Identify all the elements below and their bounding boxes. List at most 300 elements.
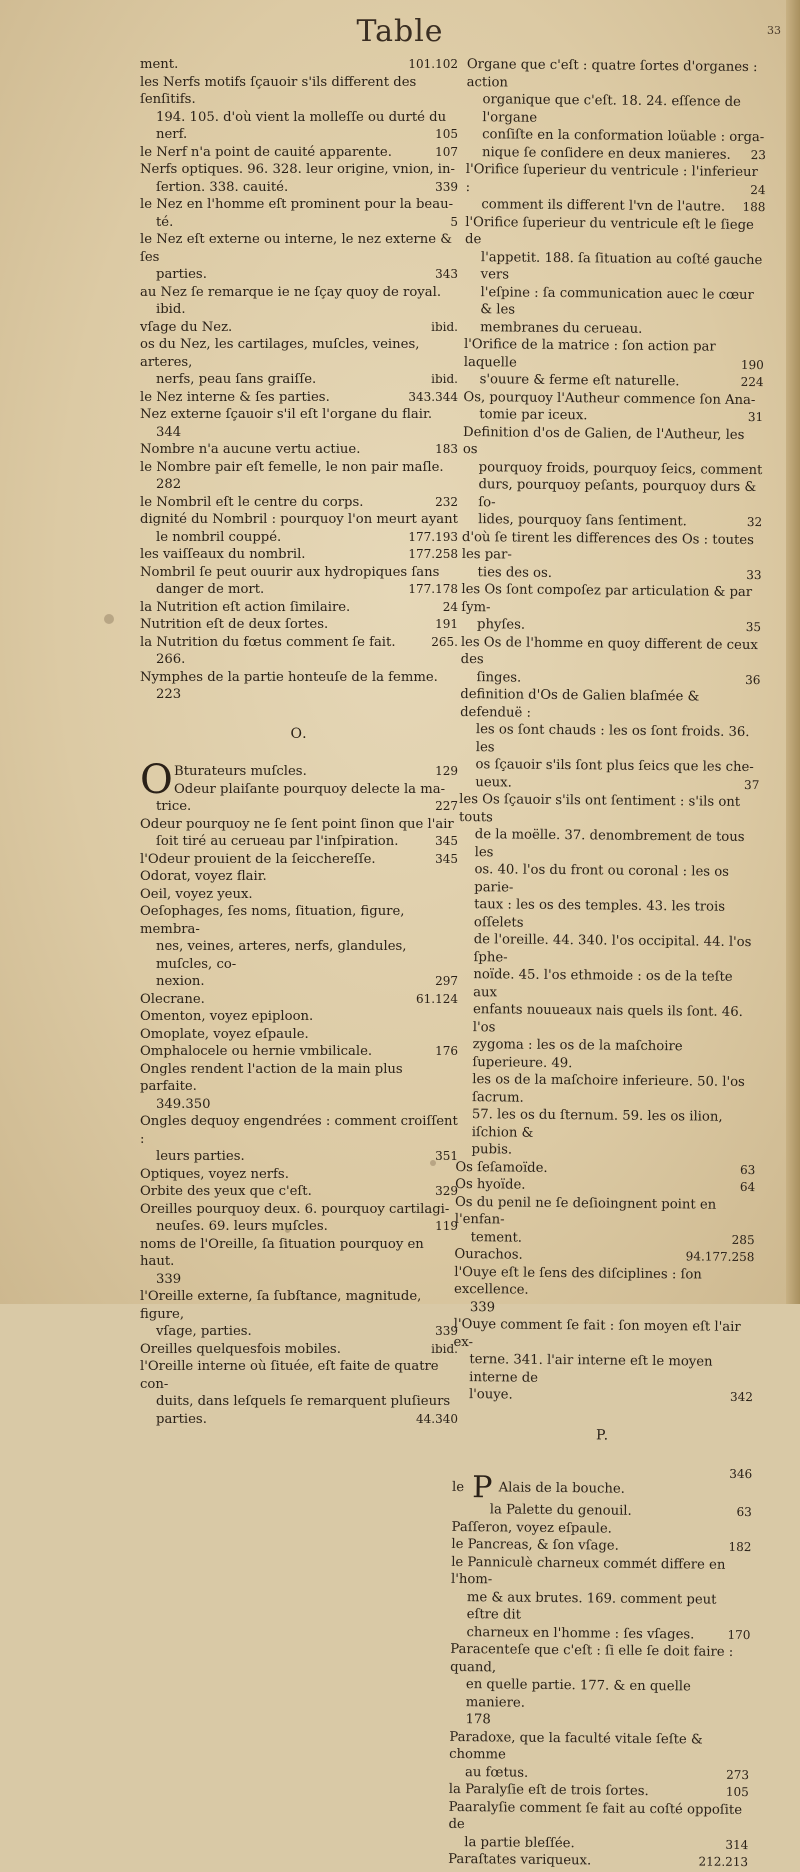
entry-text: nes, veines, arteres, nerfs, glandules, muſcles, co- (156, 939, 407, 972)
dropcap-letter: P (472, 1470, 493, 1506)
entry-text: de la moëlle. 37. denombrement de tous les (474, 827, 745, 860)
index-entry (140, 868, 458, 886)
entry-page-ref: 37 (744, 777, 760, 792)
entry-page-ref: 177.258 (408, 547, 458, 561)
index-entry (449, 1728, 749, 1766)
index-entry (140, 651, 458, 669)
index-entry (455, 1193, 755, 1231)
entry-text: leurs parties. (156, 1149, 245, 1164)
entry-prefix: le (451, 1479, 465, 1496)
right-column (448, 56, 767, 1872)
index-entry (457, 966, 757, 1004)
index-entry (458, 861, 758, 899)
entry-page-ref: 176 (435, 1044, 458, 1058)
index-entry (140, 424, 458, 442)
index-entry (458, 896, 758, 934)
entry-page-ref: 170 (727, 1627, 751, 1642)
entry-text: neuſes. 69. leurs muſcles. (156, 1219, 328, 1234)
index-entry (140, 1113, 458, 1148)
entry-page-ref: 61.124 (416, 991, 458, 1006)
entry-text: d'où ſe tirent les differences des Os : toutes les par- (461, 529, 754, 563)
entry-text: l'Odeur prouient de la ſeicchereſſe. (140, 851, 376, 867)
index-entry (140, 179, 458, 197)
entry-text: Nymphes de la partie honteuſe de la femme. (140, 669, 438, 685)
entry-page-ref: ibid. (431, 319, 458, 334)
index-entry (140, 991, 458, 1009)
index-entry (140, 798, 458, 816)
index-entry (140, 284, 458, 302)
entry-text: 194. 105. d'où vient la molleſſe ou durté du (156, 109, 447, 125)
entry-text: Alais de la bouche. (498, 1480, 625, 1497)
entry-text: vſage, parties. (156, 1324, 252, 1339)
section-heading-p: P. (595, 1426, 610, 1444)
entry-text: os. 40. l'os du front ou coronal : les os parie- (474, 862, 730, 896)
index-entry (140, 546, 458, 564)
index-entry (140, 581, 458, 599)
entry-text: la Paralyſie eſt de trois ſortes. (448, 1781, 649, 1799)
entry-text: Omenton, voyez epiploon. (140, 1009, 314, 1024)
index-entry (140, 616, 458, 634)
entry-text: Paraſtates variqueux. (448, 1851, 592, 1869)
index-entry (464, 283, 764, 321)
entry-text: Ourachos. (454, 1246, 523, 1263)
entry-text: 349.350 (156, 1096, 211, 1112)
page-number: 33 (767, 24, 781, 37)
entry-text: té. (156, 214, 174, 230)
index-entry (140, 1341, 458, 1359)
index-entry (140, 214, 458, 232)
entry-text: Paſſeron, voyez eſpaule. (451, 1519, 612, 1537)
entry-text: le Nombre pair eſt femelle, le non pair maſle. (140, 459, 444, 475)
entry-text: 57. les os du ſternum. 59. les os ilion, iſchion & (471, 1107, 723, 1141)
entry-text: Os, pourquoy l'Autheur commence ſon Ana- (463, 389, 756, 408)
index-entry (140, 336, 458, 371)
entry-text: Odorat, voyez flair. (140, 869, 267, 884)
entry-text: Omoplate, voyez eſpaule. (140, 1026, 309, 1042)
entry-page-ref: 351 (435, 1149, 458, 1163)
index-entry (140, 1166, 458, 1184)
entry-text: Paradoxe, que la faculté vitale ſeſte & chomme (449, 1729, 703, 1763)
entry-page-ref: 224 (740, 374, 764, 390)
entry-text: Nutrition eſt de deux ſortes. (140, 617, 329, 632)
entry-text: Optiques, voyez nerfs. (140, 1166, 289, 1182)
entry-text: le Nerf n'a point de cauité apparente. (140, 144, 392, 160)
running-head: Table (356, 14, 444, 49)
index-entry (140, 599, 458, 617)
index-entry (140, 126, 458, 144)
entry-page-ref: 5 (450, 214, 458, 229)
entry-text: pubis. (471, 1142, 513, 1158)
index-entry (140, 816, 458, 834)
entry-text: ſoit tiré au cerueau par l'inſpiration. (156, 834, 399, 849)
entry-text: noms de l'Oreille, ſa ſituation pourquoy en haut. (140, 1236, 424, 1269)
entry-page-ref: 44.340 (416, 1411, 458, 1426)
index-entry (140, 1411, 458, 1429)
entry-text: les Os ſont compoſez par articulation & par ſym- (461, 581, 753, 615)
entry-page-ref: 64 (739, 1179, 756, 1195)
entry-text: tement. (470, 1229, 523, 1246)
entry-text: la Palette du genouil. (489, 1502, 632, 1519)
entry-text: le Nombril eſt le centre du corps. (140, 494, 364, 510)
entry-text: definition d'Os de Galien blaſmée & defenduë : (460, 686, 700, 721)
entry-text: Oeil, voyez yeux. (140, 886, 253, 902)
entry-text: enfants nouueaux nais quels ils ſont. 46. l'os (472, 1002, 743, 1035)
entry-text: Definition d'os de Galien, de l'Autheur, les os (462, 424, 745, 458)
foxing-spot (104, 614, 114, 624)
entry-text: 339 (156, 1271, 182, 1287)
entry-text: Paaralyſie comment ſe fait au coſté oppoſite de (448, 1799, 743, 1833)
entry-page-ref: 94.177.258 (685, 1249, 755, 1265)
entry-text: os du Nez, les cartilages, muſcles, veines, arteres, (140, 337, 420, 370)
entry-text: phyſes. (476, 617, 526, 633)
entry-page-ref: 36 (745, 672, 761, 687)
left-entries-bottom (140, 816, 458, 1429)
index-entry (140, 441, 458, 459)
entry-page-ref: 345 (435, 851, 458, 866)
entry-text: membranes du cerueau. (480, 319, 643, 337)
index-entry (463, 423, 763, 461)
entry-text: les Os de l'homme en quoy different de ceux des (460, 634, 758, 668)
entry-text: 223 (156, 687, 182, 702)
entry-text: Oreilles pourquoy deux. 6. pourquoy cartilagi- (140, 1201, 450, 1217)
entry-text: Olecrane. (140, 991, 205, 1007)
left-column (140, 56, 458, 1428)
entry-page-ref: 63 (740, 1162, 756, 1177)
entry-text: vſage du Nez. (140, 319, 233, 335)
entry-text: l'Ouye eſt le ſens des diſciplines : ſon excellence. (454, 1264, 702, 1298)
entry-text: Odeur pourquoy ne ſe ſent point ſinon que l'air (140, 816, 454, 832)
entry-text: le Nez eſt externe ou interne, le nez externe & ſes (140, 232, 452, 265)
entry-page-ref: 23 (750, 147, 767, 162)
index-entry (454, 1263, 754, 1301)
entry-page-ref: 346 (729, 1466, 753, 1482)
entry-text: duits, dans leſquels ſe remarquent pluſieurs (156, 1394, 451, 1409)
entry-text: conſiſte en la conformation loüable : orga- (482, 127, 765, 146)
entry-page-ref: 343 (435, 267, 458, 281)
entry-text: Omphalocele ou hernie vmbilicale. (140, 1044, 373, 1059)
index-entry (140, 938, 458, 973)
entry-text: ſertion. 338. cauité. (156, 179, 289, 195)
entry-page-ref: ibid. (431, 1341, 458, 1356)
entry-text: dignité du Nombril : pourquoy l'on meurt ayant (140, 512, 458, 527)
entry-text: Ongles dequoy engendrées : comment croiſſent : (140, 1114, 458, 1147)
index-entry (461, 633, 761, 671)
index-entry (462, 528, 762, 566)
index-entry (140, 406, 458, 424)
entry-text: en quelle partie. 177. & en quelle maniere. (465, 1677, 691, 1711)
entry-page-ref: 297 (435, 974, 458, 988)
entry-page-ref: 182 (728, 1539, 752, 1555)
entry-text: l'ouye. (468, 1387, 513, 1403)
entry-page-ref: 273 (726, 1767, 750, 1782)
entry-text: me & aux brutes. 169. comment peut eſtre dit (466, 1589, 717, 1623)
index-entry (456, 1071, 756, 1109)
index-entry (456, 1036, 756, 1074)
entry-text: le Pancreas, & ſon vſage. (451, 1536, 619, 1554)
entry-text: 178 (465, 1712, 491, 1728)
index-entry (140, 1026, 458, 1044)
index-entry (140, 459, 458, 477)
entry-text: danger de mort. (156, 582, 265, 597)
left-entries-top (140, 56, 458, 704)
index-entry (466, 91, 766, 129)
entry-text: parties. (156, 267, 207, 282)
index-entry (140, 371, 458, 389)
index-entry (140, 231, 458, 266)
index-entry (465, 213, 765, 251)
index-entry (140, 56, 458, 74)
entry-page-ref: 343.344 (408, 389, 458, 404)
entry-text: la partie bleſſée. (464, 1834, 575, 1851)
entry-page-ref: 191 (435, 617, 458, 631)
entry-text: noïde. 45. l'os ethmoide : os de la teſte aux (473, 967, 733, 1000)
entry-text: Nez externe ſçauoir s'il eſt l'organe du flair. (140, 407, 433, 422)
index-entry (140, 1393, 458, 1411)
entry-text: ſinges. (476, 669, 522, 686)
dropcap-letter: O (140, 757, 173, 803)
entry-text: de l'oreille. 44. 340. l'os occipital. 44. l'os ſphe- (473, 932, 752, 965)
entry-page-ref: 105 (435, 127, 458, 141)
entry-text: l'Oreille interne où ſituée, eſt faite de quatre con- (140, 1359, 439, 1392)
index-entry (451, 1588, 751, 1626)
entry-text: Oreilles quelquesfois mobiles. (140, 1341, 341, 1357)
entry-text: Nombre n'a aucune vertu actiue. (140, 442, 361, 457)
entry-text: le Nez interne & ſes parties. (140, 389, 330, 405)
entry-page-ref: 342 (729, 1389, 754, 1405)
index-entry (140, 196, 458, 214)
entry-page-ref: 33 (746, 567, 762, 582)
index-entry (462, 476, 762, 514)
index-entry (465, 248, 765, 286)
index-entry (140, 634, 458, 652)
entry-text: au fœtus. (464, 1764, 529, 1781)
dropcap-entry-o (140, 757, 458, 803)
entry-text: 344 (156, 424, 182, 440)
page-edge (786, 0, 800, 1304)
entry-text: s'ouure & ferme eſt naturelle. (479, 372, 680, 390)
entry-page-ref: 63 (736, 1504, 752, 1520)
entry-text: Nombril ſe peut ouurir aux hydropiques ſans (140, 564, 440, 580)
entry-text: 339 (469, 1299, 496, 1315)
entry-page-ref: 183 (435, 442, 458, 456)
index-entry (457, 931, 757, 969)
foxing-spot (430, 1160, 436, 1166)
entry-text: les vaiſſeaux du nombril. (140, 547, 306, 562)
entry-text: durs, pourquoy peſants, pourquoy durs & ſo- (478, 477, 757, 510)
entry-text: Os hyoïde. (455, 1176, 526, 1193)
index-entry (448, 1798, 748, 1836)
entry-text: nerfs, peau ſans graiſſe. (156, 372, 317, 387)
entry-page-ref: 314 (725, 1837, 749, 1852)
entry-text: Orbite des yeux que c'eſt. (140, 1184, 312, 1199)
entry-text: le nombril couppé. (156, 529, 282, 545)
entry-page-ref: 101.102 (408, 57, 458, 71)
index-entry (140, 1148, 458, 1166)
entry-page-ref: 329 (435, 1184, 458, 1198)
entry-text: au Nez ſe remarque ie ne ſçay quoy de royal. (140, 284, 442, 300)
entry-page-ref: 265. (431, 634, 458, 649)
index-entry (174, 781, 458, 799)
index-entry (140, 1008, 458, 1026)
foxing-spot (285, 1228, 290, 1233)
entry-text: la Nutrition du fœtus comment ſe fait. (140, 634, 396, 650)
entry-text: les os de la maſchoire inferieure. 50. l'os ſacrum. (472, 1072, 745, 1106)
entry-text: Ongles rendent l'action de la main plus parfaite. (140, 1061, 403, 1094)
index-entry (140, 1358, 458, 1393)
index-entry (140, 1323, 458, 1341)
index-entry (140, 109, 458, 127)
entry-page-ref: 35 (745, 619, 762, 635)
entry-text: ment. (140, 57, 179, 72)
entry-page-ref: 24 (750, 182, 766, 197)
index-entry (140, 833, 458, 851)
index-entry (140, 1043, 458, 1061)
entry-text: ties des os. (477, 564, 553, 581)
entry-text: taux : les os des temples. 43. les trois oſſelets (473, 897, 726, 931)
index-entry (459, 791, 759, 829)
entry-text: Nerfs optiques. 96. 328. leur origine, vnion, in- (140, 162, 455, 177)
index-entry (140, 74, 458, 109)
index-entry (140, 389, 458, 407)
index-entry (448, 1851, 748, 1872)
entry-text: charneux en l'homme : ſes vſages. (466, 1624, 695, 1642)
index-entry (140, 529, 458, 547)
index-entry (457, 1001, 757, 1039)
index-entry (460, 721, 760, 759)
index-entry (140, 851, 458, 869)
entry-text: Odeur plaiſante pourquoy delecte la ma- (174, 781, 446, 797)
entry-text: 266. (156, 652, 186, 667)
entry-page-ref: 177.193 (408, 529, 458, 544)
entry-text: la Nutrition eſt action ſimilaire. (140, 599, 351, 615)
entry-text: nexion. (156, 974, 205, 989)
entry-text: comment ils different l'vn de l'autre. (481, 197, 726, 215)
index-entry (140, 973, 458, 991)
entry-page-ref: 105 (725, 1784, 749, 1800)
entry-page-ref: 212.213 (698, 1854, 749, 1870)
index-entry (140, 266, 458, 284)
right-entries-bottom (448, 1518, 752, 1871)
index-entry (452, 1463, 752, 1504)
entry-page-ref: 107 (435, 144, 458, 159)
entry-page-ref: 177.178 (408, 582, 458, 596)
entry-text: terne. 341. l'air interne eſt le moyen interne de (469, 1352, 713, 1386)
index-entry (453, 1386, 753, 1407)
entry-page-ref: 129 (435, 764, 458, 778)
entry-text: pourquoy froids, pourquoy ſeics, comment (478, 459, 763, 478)
entry-text: Paracenteſe que c'eſt : ſi elle ſe doit faire : quand, (450, 1641, 734, 1675)
index-entry (466, 161, 766, 199)
index-entry (460, 686, 760, 724)
entry-text: les Os ſçauoir s'ils ont ſentiment : s'ils ont touts (458, 791, 741, 825)
index-entry (456, 1106, 756, 1144)
index-entry (140, 319, 458, 337)
index-entry (140, 1236, 458, 1271)
index-entry (140, 1096, 458, 1114)
entry-page-ref: 339 (435, 179, 458, 194)
index-entry (140, 476, 458, 494)
entry-text: ibid. (156, 302, 186, 317)
index-entry (140, 686, 458, 704)
entry-text: trice. (156, 799, 192, 814)
entry-text: les Nerfs motifs ſçauoir s'ils different des ſenſitifs. (140, 74, 417, 107)
entry-text: l'Orifice de la matrice : ſon action par laquelle (463, 336, 716, 371)
entry-text: lides, pourquoy ſans ſentiment. (478, 512, 687, 530)
index-entry (140, 564, 458, 582)
entry-text: os ſçauoir s'ils ſont plus ſeics que les che- (475, 757, 754, 776)
entry-page-ref: 24 (442, 599, 458, 614)
index-entry (140, 1061, 458, 1096)
index-entry (140, 669, 458, 687)
entry-text: l'Orifice ſuperieur du ventricule eſt le ſiege de (464, 214, 754, 248)
right-entries-top (453, 56, 767, 1407)
entry-page-ref: 31 (747, 409, 764, 425)
entry-page-ref: 285 (731, 1232, 755, 1247)
entry-text: Os du penil ne ſe deſioingnent point en l'enfan- (454, 1194, 717, 1228)
entry-text: le Panniculè charneux commét differe en l'hom- (450, 1554, 726, 1588)
entry-text: organique que c'eſt. 18. 24. eſſence de l'organe (482, 92, 741, 126)
entry-page-ref: 339 (435, 1324, 458, 1338)
entry-text: zygoma : les os de la maſchoire ſuperieure. 49. (472, 1037, 683, 1071)
entry-page-ref: 190 (740, 357, 764, 372)
entry-text: ueux. (475, 774, 512, 791)
index-entry (140, 1201, 458, 1219)
entry-page-ref: ibid. (431, 372, 458, 386)
index-entry (140, 886, 458, 904)
index-entry (467, 56, 767, 94)
entry-text: Os ſeſamoïde. (455, 1159, 548, 1176)
index-entry (140, 511, 458, 529)
entry-page-ref: 345 (435, 834, 458, 848)
entry-text: l'Oreille externe, ſa ſubſtance, magnitude, figure, (140, 1289, 422, 1322)
index-entry (140, 1288, 458, 1323)
entry-text: l'Orifice ſuperieur du ventricule : l'inferieur : (465, 161, 758, 195)
index-entry (453, 1351, 753, 1389)
entry-text: nique ſe conſidere en deux manieres. (481, 144, 731, 163)
entry-text: 282 (156, 477, 182, 492)
index-entry (140, 1218, 458, 1236)
entry-text: parties. (156, 1411, 207, 1427)
entry-text: l'appetit. 188. ſa ſituation au coſté gauche vers (480, 249, 763, 283)
section-heading-o: O. (290, 725, 308, 742)
entry-text: nerf. (156, 127, 188, 142)
index-entry (450, 1641, 750, 1679)
index-entry (140, 144, 458, 162)
entry-text: Oeſophages, ſes noms, ſituation, figure, membra- (140, 904, 405, 937)
index-entry (461, 581, 761, 619)
entry-page-ref: 32 (746, 514, 763, 530)
entry-text: l'eſpine : ſa communication auec le cœur & les (480, 284, 754, 318)
entry-text: le Nez en l'homme eſt prominent pour la beau- (140, 197, 454, 212)
index-entry (450, 1676, 750, 1714)
entry-text: l'Ouye comment ſe fait : ſon moyen eſt l'air ex- (453, 1316, 741, 1350)
entry-page-ref: 232 (435, 494, 458, 509)
index-entry (174, 763, 458, 781)
entry-text: tomie par iceux. (479, 407, 588, 424)
index-entry (140, 301, 458, 319)
entry-page-ref: 227 (435, 799, 458, 813)
index-entry (140, 1271, 458, 1289)
index-entry (140, 1183, 458, 1201)
entry-page-ref: 188 (742, 199, 766, 215)
index-entry (140, 494, 458, 512)
index-entry (464, 336, 764, 374)
index-entry (140, 161, 458, 179)
entry-text: Bturateurs muſcles. (174, 764, 307, 779)
index-entry (140, 903, 458, 938)
entry-text: les os ſont chauds : les os ſont froids. 36. les (475, 722, 750, 755)
entry-page-ref: 119 (435, 1219, 458, 1233)
